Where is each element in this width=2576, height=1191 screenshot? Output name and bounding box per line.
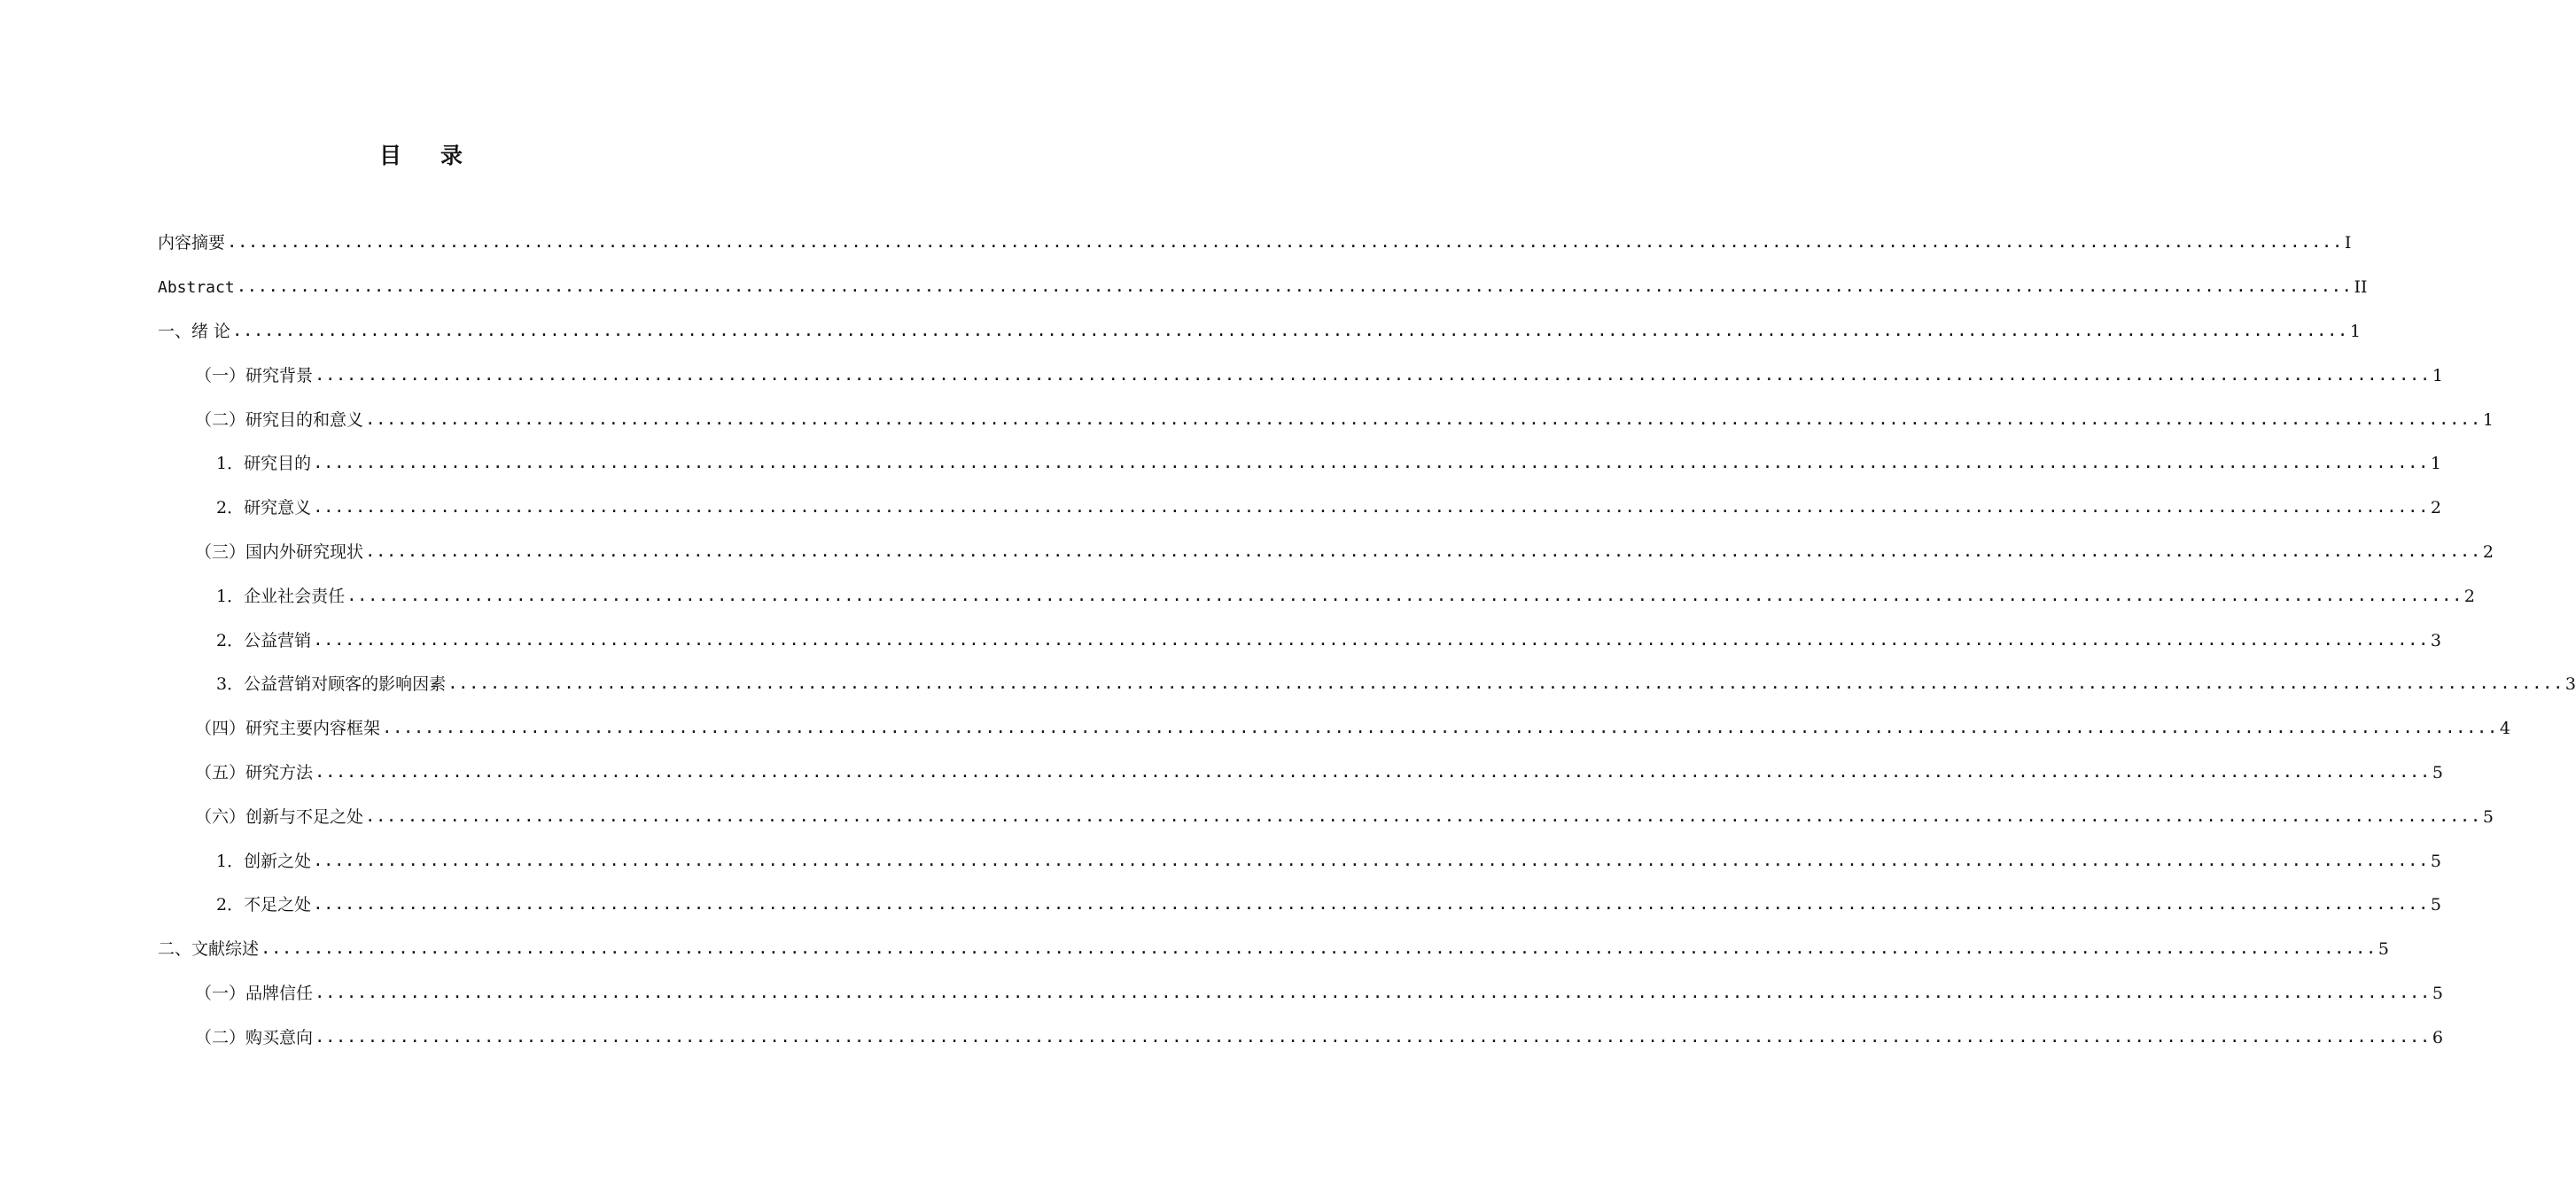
toc-entry[interactable]: [158, 487, 2441, 531]
toc-entry[interactable]: [158, 1016, 2443, 1060]
toc-entry-page-number: 5: [2430, 895, 2441, 915]
toc-leader-dots: ........................................................................................................................................................................................................: [315, 1026, 2431, 1047]
toc-entry-label: （三）国内外研究现状: [195, 541, 364, 562]
toc-entry-page-number: 5: [2378, 939, 2389, 960]
toc-entry-label: 2．研究意义: [216, 498, 312, 518]
toc-entry[interactable]: [158, 398, 2494, 442]
toc-entry-page-number: I: [2344, 233, 2352, 253]
toc-entry-page-number: 2: [2482, 541, 2494, 562]
toc-entry-page-number: II: [2354, 277, 2368, 298]
toc-entry-label: （六）创新与不足之处: [195, 806, 364, 827]
toc-entry[interactable]: [158, 266, 2368, 310]
toc-entry-label: （五）研究方法: [195, 762, 314, 782]
title-char-2: 录: [440, 143, 463, 168]
toc-entry-label: （一）品牌信任: [195, 983, 314, 1003]
toc-leader-dots: ........................................................................................................................................................................................................: [382, 718, 2498, 738]
toc-entry-page-number: 5: [2432, 983, 2443, 1003]
toc-leader-dots: ........................................................................................................................................................................................................: [232, 320, 2348, 340]
toc-entry-label: Abstract: [158, 277, 235, 297]
toc-entry-label: 一、绪 论: [158, 321, 231, 341]
table-of-contents: [158, 222, 2576, 1060]
toc-entry-page-number: 1: [2349, 321, 2361, 341]
toc-entry[interactable]: [158, 663, 2576, 707]
toc-leader-dots: ........................................................................................................................................................................................................: [227, 232, 2343, 253]
toc-leader-dots: ........................................................................................................................................................................................................: [313, 850, 2429, 870]
toc-leader-dots: ........................................................................................................................................................................................................: [365, 541, 2481, 561]
toc-entry-page-number: 5: [2432, 762, 2443, 782]
toc-entry-page-number: 2: [2463, 586, 2475, 606]
toc-leader-dots: ........................................................................................................................................................................................................: [315, 761, 2431, 782]
toc-entry-page-number: 6: [2432, 1027, 2443, 1047]
toc-leader-dots: ........................................................................................................................................................................................................: [365, 806, 2481, 826]
toc-entry-label: （一）研究背景: [195, 365, 314, 385]
toc-leader-dots: ........................................................................................................................................................................................................: [346, 585, 2463, 605]
toc-entry-page-number: 4: [2499, 719, 2510, 739]
toc-entry-label: （二）购买意向: [195, 1027, 314, 1047]
toc-entry-label: 2．公益营销: [216, 630, 312, 650]
toc-entry[interactable]: [158, 928, 2389, 972]
toc-leader-dots: ........................................................................................................................................................................................................: [236, 276, 2353, 297]
toc-entry-label: 内容摘要: [158, 233, 226, 253]
toc-entry-label: 二、文献综述: [158, 939, 260, 960]
toc-leader-dots: ........................................................................................................................................................................................................: [315, 364, 2431, 385]
toc-entry[interactable]: [158, 707, 2510, 751]
toc-entry[interactable]: [158, 884, 2441, 928]
toc-entry-label: （四）研究主要内容框架: [195, 719, 381, 739]
toc-leader-dots: ........................................................................................................................................................................................................: [313, 629, 2429, 650]
toc-entry[interactable]: [158, 354, 2443, 398]
toc-entry[interactable]: [158, 619, 2441, 663]
toc-leader-dots: ........................................................................................................................................................................................................: [447, 673, 2564, 694]
toc-entry[interactable]: [158, 751, 2443, 796]
toc-entry-page-number: 1: [2482, 409, 2494, 430]
toc-entry-label: 2．不足之处: [216, 895, 312, 915]
toc-leader-dots: ........................................................................................................................................................................................................: [365, 409, 2481, 429]
toc-entry[interactable]: [158, 795, 2494, 839]
toc-entry-page-number: 5: [2430, 851, 2441, 871]
toc-entry-page-number: 3: [2430, 630, 2441, 650]
toc-entry-label: 3．公益营销对顾客的影响因素: [216, 674, 447, 695]
toc-entry-page-number: 5: [2482, 806, 2494, 827]
page-title: [0, 138, 842, 170]
toc-entry-label: 1．企业社会责任: [216, 586, 346, 606]
toc-entry[interactable]: [158, 442, 2441, 487]
toc-entry[interactable]: [158, 839, 2441, 884]
toc-entry-label: 1．研究目的: [216, 454, 312, 474]
toc-leader-dots: ........................................................................................................................................................................................................: [261, 938, 2377, 959]
toc-entry-page-number: 2: [2430, 498, 2441, 518]
toc-leader-dots: ........................................................................................................................................................................................................: [313, 497, 2429, 518]
toc-entry-page-number: 1: [2432, 365, 2443, 385]
toc-entry-page-number: 1: [2430, 454, 2441, 474]
toc-leader-dots: ........................................................................................................................................................................................................: [313, 453, 2429, 473]
toc-entry-page-number: 3: [2564, 674, 2576, 695]
toc-entry[interactable]: [158, 310, 2361, 354]
toc-leader-dots: ........................................................................................................................................................................................................: [313, 894, 2429, 915]
toc-entry-label: （二）研究目的和意义: [195, 409, 364, 430]
title-char-1: 目: [378, 143, 401, 168]
toc-entry[interactable]: [158, 972, 2443, 1016]
toc-leader-dots: ........................................................................................................................................................................................................: [315, 982, 2431, 1002]
toc-entry[interactable]: [158, 574, 2475, 619]
toc-entry[interactable]: [158, 222, 2352, 266]
toc-entry-label: 1．创新之处: [216, 851, 312, 871]
toc-entry[interactable]: [158, 531, 2494, 575]
